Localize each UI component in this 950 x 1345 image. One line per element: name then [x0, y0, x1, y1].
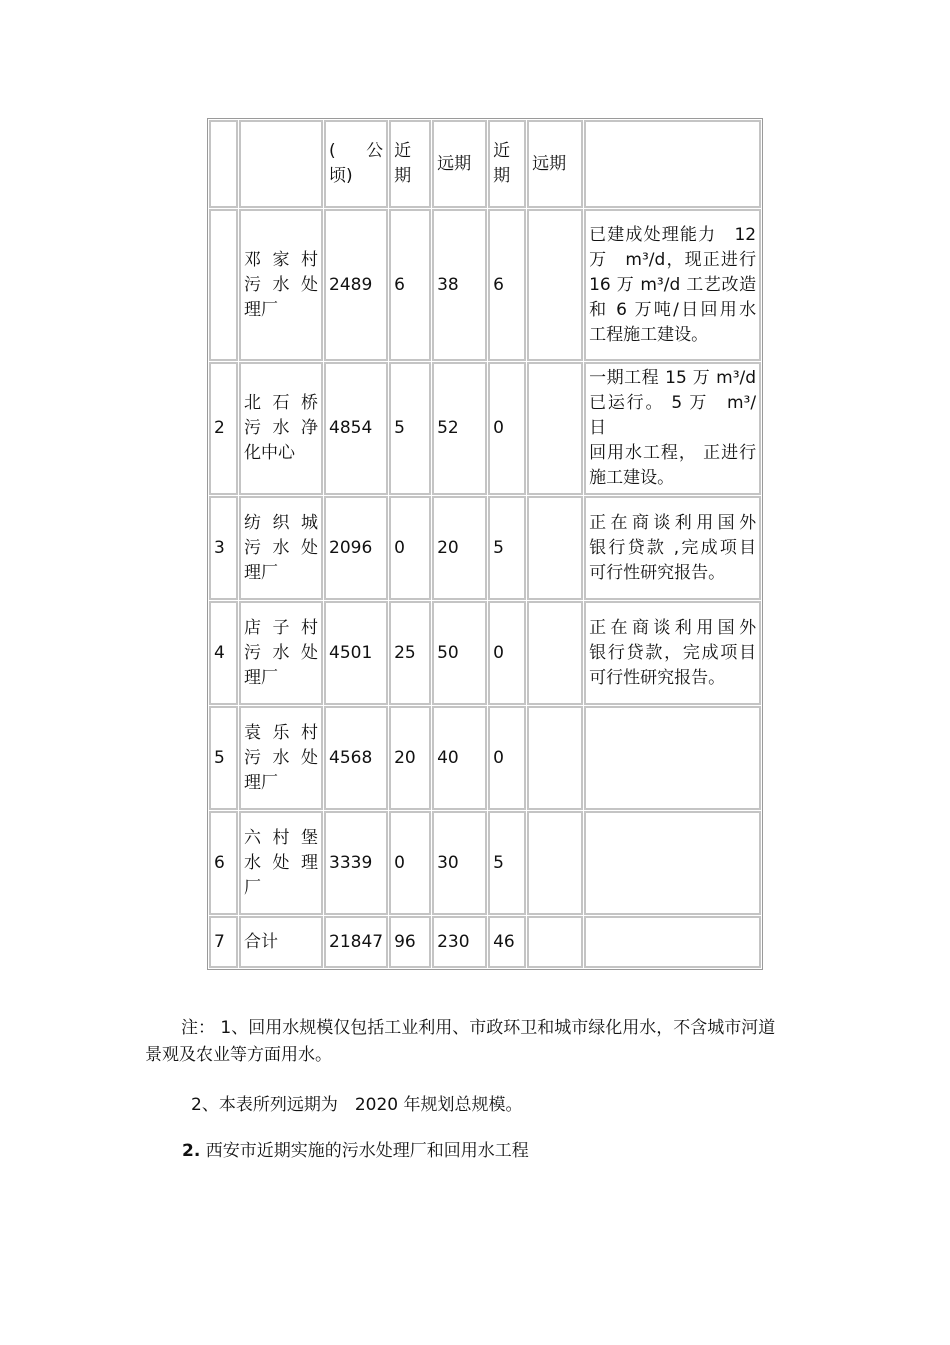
- long-term-1-cell: 50: [432, 601, 487, 705]
- area-cell: 4501: [324, 601, 388, 705]
- plant-name-cell: [239, 811, 323, 915]
- header-near1-line: 近: [394, 141, 412, 161]
- header-near1-cell: [389, 120, 431, 208]
- table-row: [209, 811, 761, 915]
- header-near2-cell: [488, 120, 526, 208]
- remark-cell: [584, 496, 761, 600]
- header-area-line: 顷): [329, 166, 353, 186]
- plant-name-line: 纺 织 城: [244, 512, 318, 533]
- remark-cell: [584, 706, 761, 810]
- area-cell: 4568: [324, 706, 388, 810]
- long-term-2-cell: [527, 916, 583, 968]
- remark-line: 16 万 m³/d 工艺改造: [589, 274, 757, 295]
- near-term-2-cell: 6: [488, 209, 526, 361]
- long-term-1-cell: 40: [432, 706, 487, 810]
- remark-line: 和 6 万吨/日回用水: [589, 299, 757, 320]
- plant-name-line: 合计: [244, 931, 278, 952]
- remark-line: 万 m³/d，现正进行: [589, 249, 757, 270]
- section-heading-text: 西安市近期实施的污水处理厂和回用水工程: [205, 1141, 529, 1161]
- plant-name-cell: [239, 496, 323, 600]
- near-term-2-cell: 0: [488, 706, 526, 810]
- table-row: [209, 916, 761, 968]
- header-far2-cell: 远期: [527, 120, 583, 208]
- long-term-1-cell: 38: [432, 209, 487, 361]
- plant-name-line: 污 水 处: [244, 274, 318, 295]
- plant-name-line: 理厂: [244, 299, 278, 320]
- plant-name-line: 污 水 处: [244, 537, 318, 558]
- remark-cell: [584, 811, 761, 915]
- near-term-1-cell: 96: [389, 916, 431, 968]
- table-row: [209, 496, 761, 600]
- near-term-2-cell: 46: [488, 916, 526, 968]
- remark-line: 可行性研究报告。: [589, 667, 726, 688]
- header-near2-line: 近: [493, 141, 511, 161]
- long-term-2-cell: [527, 811, 583, 915]
- plant-name-line: 袁 乐 村: [244, 722, 318, 743]
- remark-cell: [584, 362, 761, 495]
- near-term-1-cell: 5: [389, 362, 431, 495]
- near-term-2-cell: 5: [488, 811, 526, 915]
- near-term-2-cell: 5: [488, 496, 526, 600]
- plant-name-line: 北 石 桥: [244, 393, 318, 413]
- row-number-cell: 6: [209, 811, 238, 915]
- plant-name-cell: [239, 916, 323, 968]
- remark-line: 银行贷款 ,完成项目: [589, 537, 757, 558]
- near-term-2-cell: 0: [488, 601, 526, 705]
- plant-name-line: 污 水 净: [244, 418, 318, 438]
- long-term-2-cell: [527, 706, 583, 810]
- near-term-1-cell: 6: [389, 209, 431, 361]
- area-cell: 2096: [324, 496, 388, 600]
- long-term-1-cell: 30: [432, 811, 487, 915]
- plant-name-cell: [239, 706, 323, 810]
- plant-name-cell: [239, 209, 323, 361]
- header-far1-cell: 远期: [432, 120, 487, 208]
- long-term-2-cell: [527, 496, 583, 600]
- header-no-cell: [209, 120, 238, 208]
- table-row: [209, 362, 761, 495]
- remark-line: 一期工程 15 万 m³/d: [589, 368, 757, 388]
- plant-name-line: 厂: [244, 877, 261, 898]
- remark-line: 工程施工建设。: [589, 324, 709, 345]
- remark-line: 可行性研究报告。: [589, 562, 726, 583]
- header-near2-line: 期: [493, 166, 511, 186]
- header-name-cell: [239, 120, 323, 208]
- row-number-cell: 3: [209, 496, 238, 600]
- plant-name-cell: [239, 601, 323, 705]
- near-term-1-cell: 0: [389, 811, 431, 915]
- near-term-1-cell: 20: [389, 706, 431, 810]
- long-term-1-cell: 52: [432, 362, 487, 495]
- near-term-1-cell: 25: [389, 601, 431, 705]
- row-number-cell: 2: [209, 362, 238, 495]
- table-row: [209, 706, 761, 810]
- remark-cell: [584, 601, 761, 705]
- remark-cell: [584, 916, 761, 968]
- plant-name-line: 理厂: [244, 667, 278, 688]
- plant-name-line: 化中心: [244, 443, 295, 463]
- remark-line: 正在商谈利用国外: [589, 512, 757, 533]
- table-row: [209, 601, 761, 705]
- plant-name-line: 邓 家 村: [244, 249, 318, 270]
- near-term-1-cell: 0: [389, 496, 431, 600]
- long-term-2-cell: [527, 601, 583, 705]
- remark-line: 银行贷款，完成项目: [589, 642, 757, 663]
- remark-cell: [584, 209, 761, 361]
- long-term-2-cell: [527, 362, 583, 495]
- remark-line: 施工建设。: [589, 468, 675, 488]
- row-number-cell: 5: [209, 706, 238, 810]
- header-area-line: ( 公: [329, 141, 384, 161]
- plant-name-cell: [239, 362, 323, 495]
- row-number-cell: [209, 209, 238, 361]
- plant-name-line: 污 水 处: [244, 747, 318, 768]
- plant-name-line: 理厂: [244, 772, 278, 793]
- remark-line: 已建成处理能力 12: [589, 224, 757, 245]
- long-term-1-cell: 20: [432, 496, 487, 600]
- row-number-cell: 7: [209, 916, 238, 968]
- near-term-2-cell: 0: [488, 362, 526, 495]
- plant-name-line: 水 处 理: [244, 852, 318, 873]
- plant-name-line: 理厂: [244, 562, 278, 583]
- area-cell: 3339: [324, 811, 388, 915]
- plant-name-line: 店 子 村: [244, 617, 318, 638]
- remark-line: 回用水工程， 正进行: [589, 443, 757, 463]
- long-term-1-cell: 230: [432, 916, 487, 968]
- note-2: 2、本表所列远期为 2020 年规划总规模。: [191, 1095, 523, 1115]
- row-number-cell: 4: [209, 601, 238, 705]
- table-header-row: [209, 120, 761, 208]
- note-1: 注： 1、回用水规模仅包括工业利用、市政环卫和城市绿化用水，不含城市河道景观及农业等方面用水。: [145, 1018, 776, 1065]
- area-cell: 21847: [324, 916, 388, 968]
- area-cell: 4854: [324, 362, 388, 495]
- section-heading-number: 2.: [182, 1141, 201, 1161]
- treatment-plant-table: [207, 118, 763, 970]
- header-near1-line: 期: [394, 166, 412, 186]
- plant-name-line: 六 村 堡: [244, 827, 318, 848]
- remark-line: 正在商谈利用国外: [589, 617, 757, 638]
- long-term-2-cell: [527, 209, 583, 361]
- header-remark-cell: [584, 120, 761, 208]
- area-cell: 2489: [324, 209, 388, 361]
- header-area-cell: [324, 120, 388, 208]
- plant-name-line: 污 水 处: [244, 642, 318, 663]
- table-row: [209, 209, 761, 361]
- section-heading: [182, 1136, 950, 1161]
- remark-line: 已运行。 5 万 m³/日: [589, 393, 757, 438]
